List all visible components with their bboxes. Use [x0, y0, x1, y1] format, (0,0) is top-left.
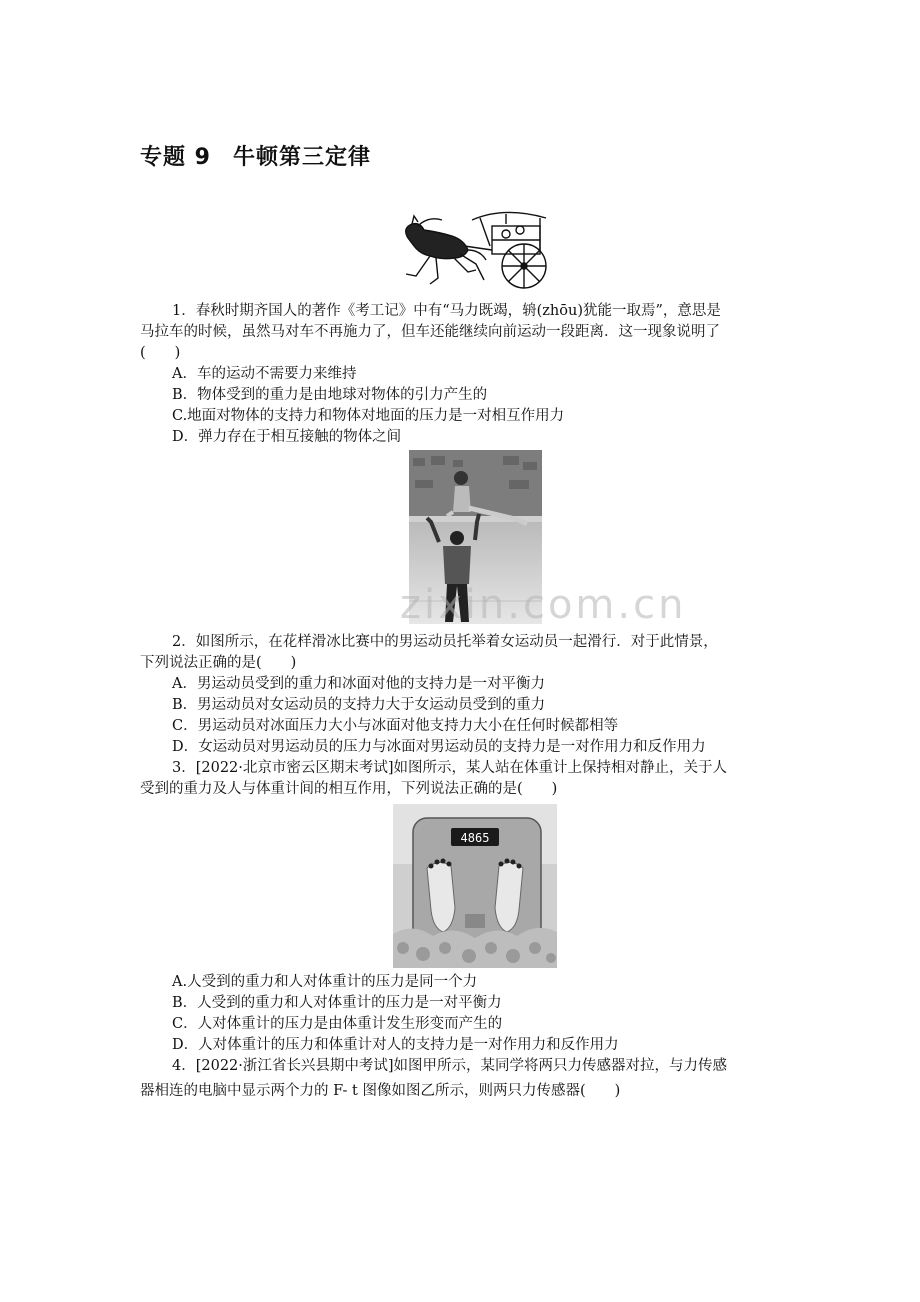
q2-option-d: D．女运动员对男运动员的压力与冰面对男运动员的支持力是一对作用力和反作用力 [172, 739, 706, 755]
q1-option-c: C.地面对物体的支持力和物体对地面的压力是一对相互作用力 [172, 408, 565, 424]
scale-photo [393, 804, 557, 968]
q1-line-2: 马拉车的时候，虽然马对车不再施力了，但车还能继续向前运动一段距离．这一现象说明了 [140, 324, 720, 340]
q2-option-b: B．男运动员对女运动员的支持力大于女运动员受到的重力 [172, 697, 546, 713]
q2-option-c: C．男运动员对冰面压力大小与冰面对他支持力大小在任何时候都相等 [172, 718, 619, 734]
q3-option-b: B．人受到的重力和人对体重计的压力是一对平衡力 [172, 995, 502, 1011]
q3-option-c: C．人对体重计的压力是由体重计发生形变而产生的 [172, 1016, 503, 1032]
q1-option-a: A．车的运动不需要力来维持 [172, 366, 357, 382]
q4-line-2: 器相连的电脑中显示两个力的 F- t 图像如图乙所示，则两只力传感器( ) [140, 1083, 621, 1099]
title-text: 牛顿第三定律 [232, 145, 371, 170]
scale-reading: 4865 [460, 831, 490, 845]
q2-line-1: 2．如图所示，在花样滑冰比赛中的男运动员托举着女运动员一起滑行．对于此情景， [172, 634, 718, 650]
q2-line-2: 下列说法正确的是( ) [140, 655, 297, 671]
q3-option-a: A.人受到的重力和人对体重计的压力是同一个力 [172, 974, 478, 990]
page-title [140, 140, 371, 171]
q1-line-3: ( ) [140, 345, 181, 361]
chariot-illustration [394, 206, 560, 292]
q3-option-d: D．人对体重计的压力和体重计对人的支持力是一对作用力和反作用力 [172, 1037, 619, 1053]
watermark: zixin.com.cn [400, 582, 687, 628]
q3-line-2: 受到的重力及人与体重计间的相互作用，下列说法正确的是( ) [140, 781, 558, 797]
q1-option-d: D．弹力存在于相互接触的物体之间 [172, 429, 402, 445]
q2-option-a: A．男运动员受到的重力和冰面对他的支持力是一对平衡力 [172, 676, 545, 692]
q1-line-1: 1．春秋时期齐国人的著作《考工记》中有“马力既竭，辀(zhōu)犹能一取焉”，意思是 [172, 303, 721, 319]
q4-line-1: 4．[2022·浙江省长兴县期中考试]如图甲所示，某同学将两只力传感器对拉，与力传感 [172, 1058, 728, 1074]
q1-option-b: B．物体受到的重力是由地球对物体的引力产生的 [172, 387, 488, 403]
q3-line-1: 3．[2022·北京市密云区期末考试]如图所示，某人站在体重计上保持相对静止，关于人 [172, 760, 728, 776]
title-number: 专题 9 [140, 145, 211, 170]
